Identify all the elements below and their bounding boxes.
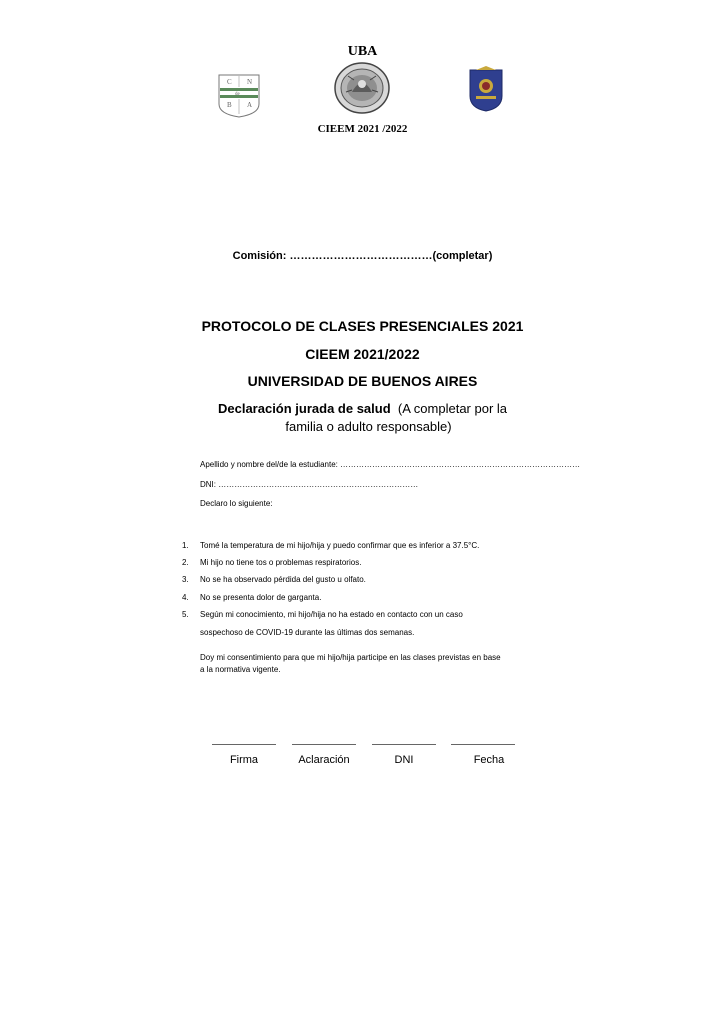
- program-subtitle: CIEEM 2021 /2022: [317, 123, 408, 135]
- list-item-number: 5.: [182, 610, 189, 619]
- uba-seal-logo: [334, 62, 390, 114]
- comision-label: Comisión:: [232, 250, 287, 262]
- list-item: [182, 610, 562, 619]
- dni-field: [200, 480, 418, 489]
- consent-line-1: Doy mi consentimiento para que mi hijo/hija participe en las clases previstas en base: [200, 653, 501, 662]
- dni-dots: …………………………………………………………………: [218, 480, 419, 489]
- declaration-title: Declaración jurada de salud: [217, 401, 391, 416]
- dni-signature-line: [372, 744, 436, 745]
- university-title: UNIVERSIDAD DE BUENOS AIRES: [247, 373, 478, 389]
- comision-hint: (completar): [432, 250, 493, 262]
- list-item-text: No se presenta dolor de garganta.: [200, 593, 322, 602]
- list-item: [182, 558, 562, 567]
- program-title: CIEEM 2021/2022: [305, 346, 420, 362]
- firma-label: Firma: [229, 754, 259, 766]
- consent-text: [200, 652, 545, 676]
- student-name-dots: ………………………………………………………………………………: [340, 460, 581, 469]
- list-item-text: Tomé la temperatura de mi hijo/hija y puedo confirmar que es inferior a 37.5°C.: [200, 541, 480, 550]
- institution-title: UBA: [347, 44, 378, 59]
- cnba-letter-b: B: [227, 101, 232, 109]
- dni-label: DNI:: [200, 480, 216, 489]
- list-item: [182, 593, 562, 602]
- firma-line: [212, 744, 276, 745]
- declaration-heading: [0, 400, 725, 436]
- comision-dots: …………………………………: [289, 250, 433, 262]
- dni-signature-label: DNI: [394, 754, 414, 766]
- list-item-continuation: sospechoso de COVID-19 durante las últimas dos semanas.: [200, 628, 415, 637]
- cnba-shield-logo: [218, 74, 260, 118]
- declaration-subtitle-1: (A completar por la: [397, 401, 508, 416]
- list-item-number: 3.: [182, 575, 189, 584]
- cnba-letter-c: C: [227, 78, 232, 86]
- escuela-shield-logo: [468, 66, 504, 112]
- consent-line-2: a la normativa vigente.: [200, 665, 281, 674]
- list-item-number: 4.: [182, 593, 189, 602]
- cnba-letter-de: de: [235, 92, 240, 97]
- list-item-number: 2.: [182, 558, 189, 567]
- cnba-letter-a: A: [247, 101, 253, 109]
- comision-line: [0, 250, 725, 262]
- list-item-text: Mi hijo no tiene tos o problemas respiratorios.: [200, 558, 362, 567]
- fecha-label: Fecha: [473, 754, 505, 766]
- list-item-number: 1.: [182, 541, 189, 550]
- declaration-line-1: [0, 400, 725, 418]
- aclaracion-label: Aclaración: [298, 754, 350, 766]
- list-item-text: Según mi conocimiento, mi hijo/hija no ha estado en contacto con un caso: [200, 610, 463, 619]
- list-item: [182, 541, 562, 550]
- student-name-label: Apellido y nombre del/de la estudiante:: [200, 460, 338, 469]
- aclaracion-line: [292, 744, 356, 745]
- list-item-text: No se ha observado pérdida del gusto u olfato.: [200, 575, 366, 584]
- protocol-title: PROTOCOLO DE CLASES PRESENCIALES 2021: [201, 318, 524, 334]
- list-item: [182, 575, 562, 584]
- cnba-letter-n: N: [247, 78, 253, 86]
- declare-text: Declaro lo siguiente:: [200, 499, 273, 508]
- declaration-subtitle-2: familia o adulto responsable): [285, 419, 452, 434]
- fecha-line: [451, 744, 515, 745]
- student-name-field: [200, 460, 580, 469]
